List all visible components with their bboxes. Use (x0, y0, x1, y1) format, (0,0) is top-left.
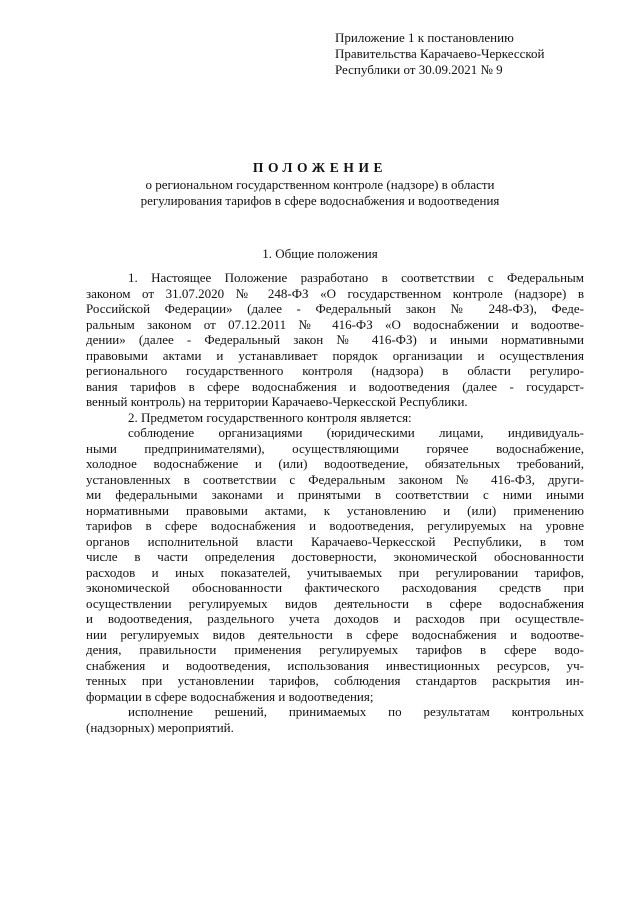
paragraph-1-line: Российской Федерации» (далее - Федеральный закон № 248-ФЗ), Феде- (86, 301, 584, 316)
appendix-line: Приложение 1 к постановлению (335, 30, 514, 45)
paragraph-4-line: исполнение решений, принимаемых по результатам контрольных (128, 704, 584, 719)
paragraph-3-line: нормативными правовыми актами, к установлению и (или) применению (86, 502, 584, 518)
paragraph-3-line: тарифов в сфере водоснабжения и водоотведения, регулируемых на уровне (86, 518, 584, 533)
subtitle-line: о региональном государственном контроле (надзоре) в области (145, 177, 495, 192)
paragraph-1-line: венный контроль) на территории Карачаево-Черкесской Республики. (86, 394, 468, 409)
paragraph-3-line: формации в сфере водоснабжения и водоотведения; (86, 688, 374, 704)
paragraph-3-line: установленных в соответствии с Федеральным законом № 416-ФЗ, други- (86, 471, 584, 487)
paragraph-3-line: дения, правильности применения регулируемых тарифов в сфере водо- (86, 642, 584, 657)
paragraph-2-line: 2. Предметом государственного контроля является: (128, 409, 412, 425)
appendix-line: Республики от 30.09.2021 № 9 (335, 62, 503, 77)
paragraph-4-line: (надзорных) мероприятий. (86, 719, 234, 735)
appendix-note (335, 30, 625, 78)
section-heading: 1. Общие положения (262, 246, 378, 261)
paragraph-3-line: расходов и иных показателей, учитываемых при регулировании тарифов, (86, 564, 584, 580)
paragraph-3-line: холодное водоснабжение и (или) водоотведение, обязательных требований, (86, 456, 584, 471)
paragraph-3-line: ми федеральными законами и принятыми в соответствии с ними иными (86, 487, 584, 502)
paragraph-1-line: вания тарифов в сфере водоснабжения и водоотведения (далее - государст- (86, 378, 584, 394)
document-title: ПОЛОЖЕНИЕ (252, 160, 388, 175)
paragraph-3-line: экономической обоснованности фактического расходования средств при (86, 580, 584, 595)
subtitle-line: регулирования тарифов в сфере водоснабжения и водоотведения (140, 193, 500, 208)
paragraph-3-line: числе в части определения достоверности, экономической обоснованности (86, 549, 584, 564)
paragraph-1-line: 1. Настоящее Положение разработано в соответствии с Федеральным (128, 270, 584, 285)
paragraph-1-line: правовыми актами и устанавливает порядок организации и осуществления (86, 347, 584, 363)
paragraph-1-line: ральным законом от 07.12.2011 № 416-ФЗ «О водоснабжении и водоотве- (86, 316, 584, 332)
paragraph-1-line: регионального государственного контроля (надзора) в области регулиро- (86, 363, 584, 378)
paragraph-3-line: ными предпринимателями), осуществляющими горячее водоснабжение, (86, 440, 584, 456)
paragraph-3-line: органов исполнительной власти Карачаево-Черкесской Республики, в том (86, 533, 584, 549)
paragraph-3-line: тенных при установлении тарифов, соблюдения стандартов раскрытия ин- (86, 673, 584, 688)
paragraph-3-line: соблюдение организациями (юридическими лицами, индивидуаль- (128, 425, 584, 440)
appendix-line: Правительства Карачаево-Черкесской (335, 46, 545, 61)
paragraph-3-line: осуществлении регулируемых видов деятельности в сфере водоснабжения (86, 595, 584, 611)
document-subtitle (100, 177, 540, 209)
paragraph-1-line: дении» (далее - Федеральный закон № 416-ФЗ) и иными нормативными (86, 332, 584, 347)
paragraph-3-line: нии регулируемых видов деятельности в сфере водоснабжения и водоотве- (86, 626, 584, 642)
paragraph-3-line: и водоотведения, раздельного учета доходов и расходов при осуществле- (86, 611, 584, 626)
paragraph-3-line: снабжения и водоотведения, использования инвестиционных ресурсов, уч- (86, 657, 584, 673)
document-body (86, 270, 584, 735)
paragraph-1-line: законом от 31.07.2020 № 248-ФЗ «О государственном контроле (надзоре) в (86, 285, 584, 301)
